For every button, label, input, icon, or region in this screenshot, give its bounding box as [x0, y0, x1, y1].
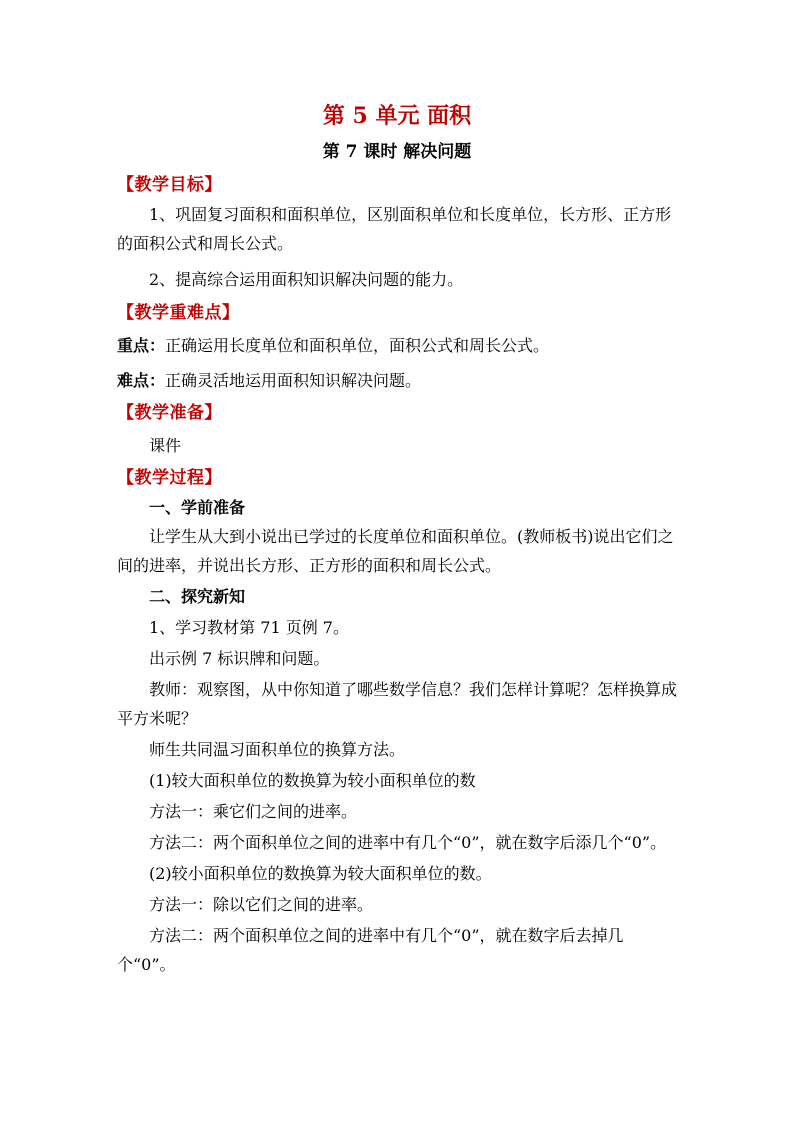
goal-item-1: 1、巩固复习面积和面积单位，区别面积单位和长度单位，长方形、正方形的面积公式和周长公式。 — [117, 205, 672, 253]
part1-text: 让学生从大到小说出已学过的长度单位和面积单位。(教师板书)说出它们之间的进率，并说出长方形、正方形的面积和周长公式。 — [117, 527, 674, 575]
focus-text: 正确运用长度单位和面积单位，面积公式和周长公式。 — [165, 336, 550, 355]
preparation-text: 课件 — [149, 436, 182, 455]
study-textbook: 1、学习教材第 71 页例 7。 — [149, 618, 349, 637]
show-example: 出示例 7 标识牌和问题。 — [149, 649, 330, 668]
section-heading-process: 【教学过程】 — [117, 468, 222, 488]
case2-method1: 方法一：除以它们之间的进率。 — [149, 895, 374, 914]
case2-method2: 方法二：两个面积单位之间的进率中有几个“0”，就在数字后去掉几个“0”。 — [117, 926, 624, 974]
part1-title: 一、学前准备 — [149, 498, 246, 517]
case1-method1: 方法一：乘它们之间的进率。 — [149, 802, 358, 821]
case2-title: (2)较小面积单位的数换算为较大面积单位的数。 — [149, 864, 492, 883]
part2-title: 二、探究新知 — [149, 587, 246, 606]
difficulty-point — [117, 363, 677, 398]
goal-item-2: 2、提高综合运用面积知识解决问题的能力。 — [149, 270, 464, 289]
difficulty-label: 难点： — [117, 371, 166, 390]
review-methods: 师生共同温习面积单位的换算方法。 — [149, 740, 406, 759]
focus-point — [117, 328, 677, 363]
difficulty-text: 正确灵活地运用面积知识解决问题。 — [165, 371, 422, 390]
case1-title: (1)较大面积单位的数换算为较小面积单位的数 — [149, 771, 476, 790]
lesson-subtitle: 第 7 课时 解决问题 — [322, 142, 472, 162]
document-title: 第 5 单元 面积 — [322, 103, 472, 129]
case1-method2: 方法二：两个面积单位之间的进率中有几个“0”，就在数字后添几个“0”。 — [149, 833, 667, 852]
section-heading-goals: 【教学目标】 — [117, 175, 222, 195]
document-page — [117, 96, 677, 979]
focus-label: 重点： — [117, 336, 166, 355]
teacher-question: 教师：观察图，从中你知道了哪些数学信息？我们怎样计算呢？怎样换算成平方米呢？ — [117, 680, 678, 728]
section-heading-preparation: 【教学准备】 — [117, 403, 222, 423]
section-heading-key-points: 【教学重难点】 — [117, 303, 240, 323]
